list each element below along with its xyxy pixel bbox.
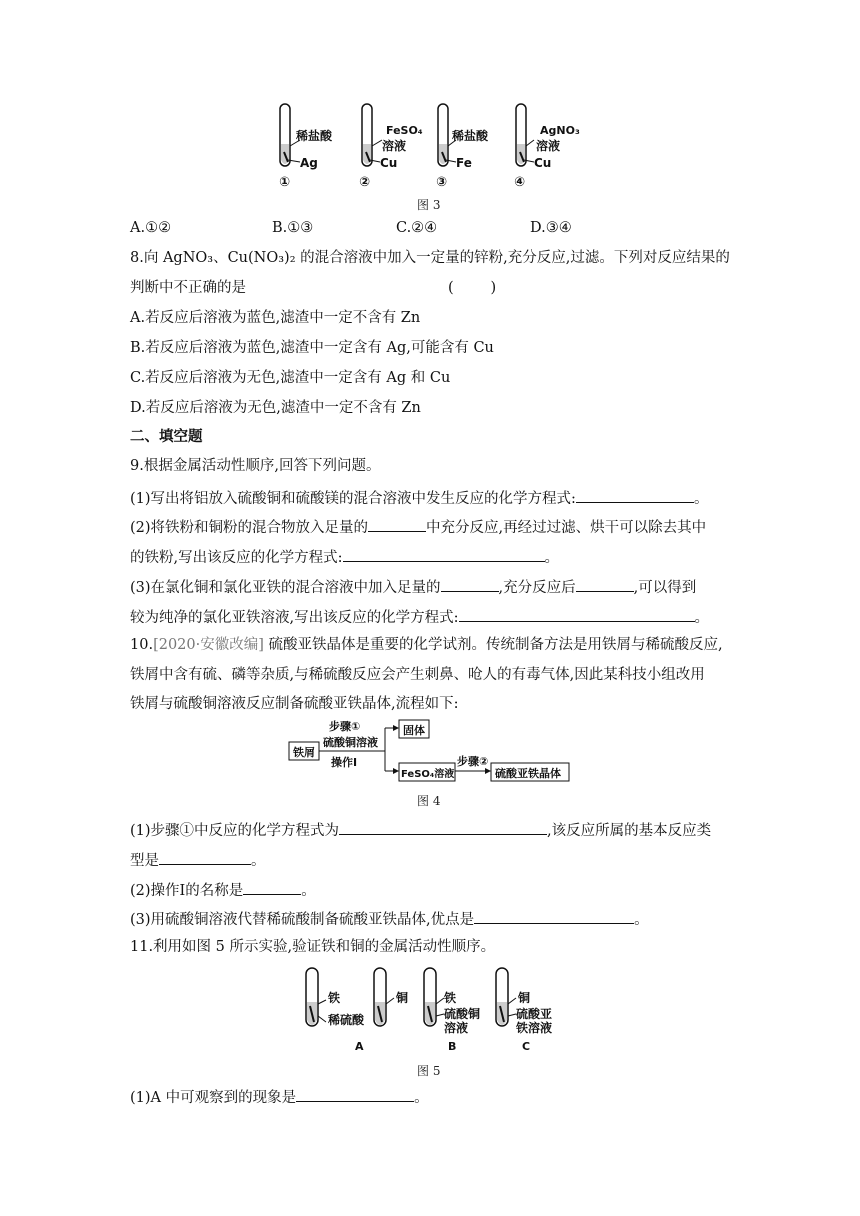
q8-option-c: C.若反应后溶液为无色,滤渣中一定含有 Ag 和 Cu [130,370,451,386]
flow-start-label: 铁屑 [293,746,315,759]
tube-3-number: ③ [436,175,448,190]
fig5-b-metal: 铁 [444,991,457,1005]
q9-part3-text-a: (3)在氯化铜和氯化亚铁的混合溶液中加入足量的 [130,580,441,596]
flow-solution-label: FeSO₄溶液 [401,769,455,780]
tube-2 [359,104,423,190]
fig5-c-metal: 铜 [518,991,531,1005]
tube-1-number: ① [279,175,291,190]
q10-part2-text: (2)操作Ⅰ的名称是 [130,883,244,899]
q7-option-d: D.③④ [530,220,572,236]
flow-step2-label: 步骤② [457,755,489,768]
q10-part2 [130,879,316,901]
q9-part2-text-a: (2)将铁粉和铜粉的混合物放入足量的 [130,520,369,536]
tube-4-metal: Cu [534,156,552,170]
figure-4-flowchart [285,716,605,786]
q9-part1-end: 。 [693,491,709,507]
q11-part1-end: 。 [414,1090,429,1106]
tube-3 [436,104,489,190]
answer-blank[interactable] [441,576,499,592]
answer-blank[interactable] [576,576,634,592]
tube-3-metal: Fe [456,156,472,170]
q10-part1-text-b: ,该反应所属的基本反应类 [547,823,712,839]
fig5-label-c: C [522,1040,531,1053]
answer-blank[interactable] [474,908,634,924]
tube-1 [279,104,333,190]
q11-part1 [130,1086,429,1108]
tube-2-liquid-line1: FeSO₄ [386,124,423,137]
q7-option-a: A.①② [130,220,172,236]
q10-number: 10. [130,637,154,653]
q9-part2-text-c: 的铁粉,写出该反应的化学方程式: [130,550,343,566]
figure-4-caption: 图 4 [417,794,441,808]
q8-option-d: D.若反应后溶液为无色,滤渣中一定不含有 Zn [130,400,421,416]
tube-4-number: ④ [514,175,526,190]
fig5-a-metal: 铁 [328,991,341,1005]
fig5-a-metal2: 铜 [396,991,409,1005]
tube-2-liquid-line2: 溶液 [382,139,407,153]
tube-3-liquid: 稀盐酸 [452,129,489,143]
q8-option-b: B.若反应后溶液为蓝色,滤渣中一定含有 Ag,可能含有 Cu [130,340,494,356]
flow-reagent-label: 硫酸铜溶液 [323,736,378,749]
q10-part1-text-a: (1)步骤①中反应的化学方程式为 [130,823,340,839]
answer-blank[interactable] [339,819,547,835]
q9-part3-line1 [130,576,696,598]
figure-3-caption: 图 3 [417,198,441,212]
q9-part2-end: 。 [544,550,559,566]
tube-1-liquid: 稀盐酸 [296,129,333,143]
q8-stem-line2 [130,278,497,298]
q10-line3: 铁屑与硫酸铜溶液反应制备硫酸亚铁晶体,流程如下: [130,696,459,712]
tube-1-metal: Ag [300,156,318,170]
q8-answer-paren: ( ) [448,280,497,296]
q8-stem-line1: 8.向 AgNO₃、Cu(NO₃)₂ 的混合溶液中加入一定量的锌粉,充分反应,过滤。下列对反应结果的 [130,250,730,266]
answer-blank[interactable] [459,606,695,622]
q8-option-a: A.若反应后溶液为蓝色,滤渣中一定不含有 Zn [130,310,421,326]
tube-4 [514,104,580,190]
tube-2-metal: Cu [380,156,398,170]
q9-part3-text-b: ,充分反应后 [498,580,576,596]
fig5-label-b: B [448,1040,457,1053]
fig5-a-liquid: 稀硫酸 [328,1013,365,1027]
tube-4-liquid-line2: 溶液 [536,139,561,153]
q10-part3 [130,908,649,930]
q10-part1-line2 [130,849,266,871]
q9-part1 [130,487,708,509]
q9-part3-text-c: ,可以得到 [633,580,697,596]
flow-step1-label: 步骤① [329,720,361,733]
answer-blank[interactable] [296,1086,414,1102]
q10-line1 [130,635,723,655]
q10-part1-end: 。 [251,853,266,869]
fig5-c-liquid-line2: 铁溶液 [516,1021,553,1035]
fig5-c-liquid-line1: 硫酸亚 [516,1007,553,1021]
q9-part3-text-d: 较为纯净的氯化亚铁溶液,写出该反应的化学方程式: [130,610,459,626]
figure-3-test-tubes [270,96,600,192]
q9-part1-text: (1)写出将铝放入硫酸铜和硫酸镁的混合溶液中发生反应的化学方程式: [130,491,576,507]
q10-part3-end: 。 [634,912,649,928]
fig5-b-liquid-line1: 硫酸铜 [444,1007,481,1021]
q7-option-b: B.①③ [272,220,314,236]
q11-part1-text: (1)A 中可观察到的现象是 [130,1090,297,1106]
fig5-label-a: A [355,1040,364,1053]
flow-product-label: 硫酸亚铁晶体 [495,767,561,780]
q10-line2: 铁屑中含有硫、磷等杂质,与稀硫酸反应会产生刺鼻、呛人的有毒气体,因此某科技小组改用 [130,667,705,683]
q9-part2-line1 [130,516,706,538]
q10-line1-text: 硫酸亚铁晶体是重要的化学试剂。传统制备方法是用铁屑与稀硫酸反应, [263,637,723,653]
answer-blank[interactable] [243,879,301,895]
figure-5-caption: 图 5 [417,1064,441,1078]
section-heading: 二、填空题 [130,429,203,445]
q7-option-c: C.②④ [396,220,438,236]
answer-blank[interactable] [343,546,545,562]
answer-blank[interactable] [368,516,426,532]
fig5-b-liquid-line2: 溶液 [444,1021,469,1035]
q9-part3-end: 。 [694,610,709,626]
q10-part3-text: (3)用硫酸铜溶液代替稀硫酸制备硫酸亚铁晶体,优点是 [130,912,475,928]
q9-stem: 9.根据金属活动性顺序,回答下列问题。 [130,458,381,474]
answer-blank[interactable] [159,849,251,865]
q9-part2-line2 [130,546,559,568]
figure-5-test-tubes [300,964,570,1058]
flow-solid-label: 固体 [403,724,425,737]
q8-stem-line2-text: 判断中不正确的是 [130,280,246,296]
q9-part2-text-b: 中充分反应,再经过过滤、烘干可以除去其中 [426,520,707,536]
answer-blank[interactable] [576,487,694,503]
tube-2-number: ② [359,175,371,190]
q10-part1-line1 [130,819,711,841]
q10-part1-text-c: 型是 [130,853,159,869]
tube-4-liquid-line1: AgNO₃ [540,124,580,137]
q10-source: [2020·安徽改编] [153,637,264,653]
q9-part3-line2 [130,606,709,628]
q11-stem: 11.利用如图 5 所示实验,验证铁和铜的金属活动性顺序。 [130,939,496,955]
q10-part2-end: 。 [301,883,316,899]
flow-op-label: 操作Ⅰ [331,756,358,769]
